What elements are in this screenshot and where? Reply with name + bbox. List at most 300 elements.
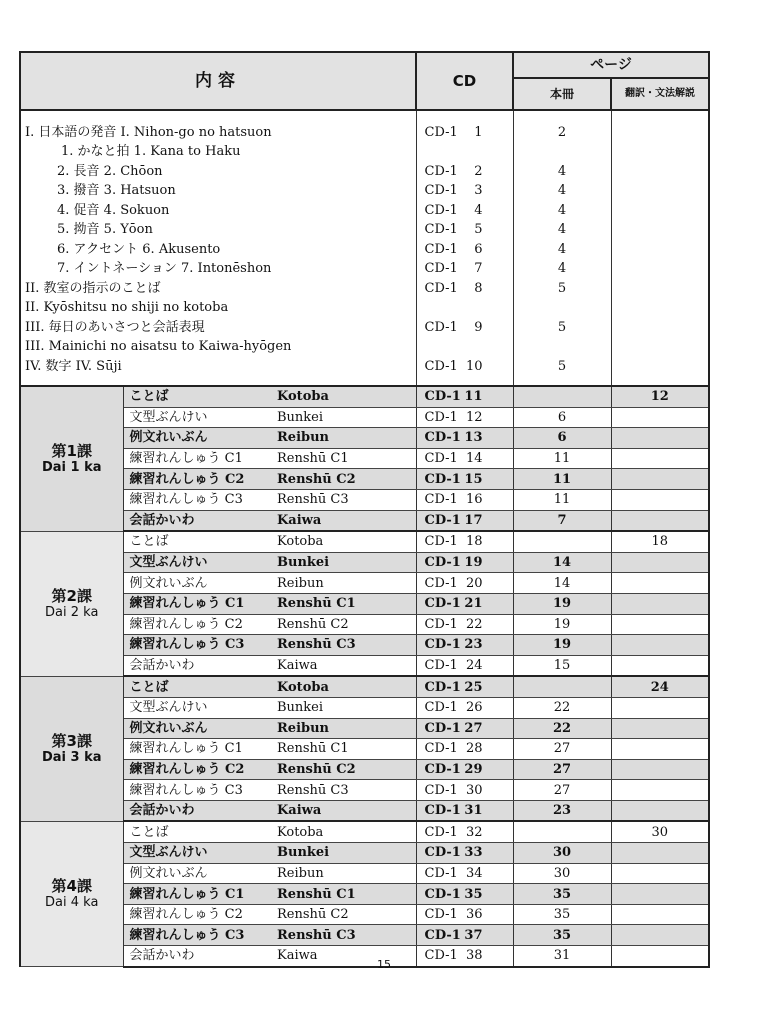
translation-page-empty — [611, 573, 709, 594]
translation-page-empty — [611, 407, 709, 428]
track-number: 21 — [464, 596, 483, 612]
cd-track-cell — [416, 448, 513, 469]
section-name-romaji: Reibun — [271, 863, 416, 884]
translation-page-empty — [611, 843, 709, 864]
cd-label: CD-1 — [424, 948, 458, 964]
intro-contents — [20, 110, 416, 386]
lesson-row — [20, 780, 709, 801]
cd-track-entry — [425, 452, 513, 465]
section-name-jp: 練習れんしゅう C1 — [123, 739, 271, 760]
translation-page-empty — [611, 904, 709, 925]
cd-track-cell — [416, 510, 513, 531]
translation-page-empty — [611, 469, 709, 490]
lesson-row — [20, 614, 709, 635]
intro-item: 6. アクセント 6. Akusento — [57, 241, 221, 257]
lesson-title-romaji: Dai 3 ka — [41, 749, 102, 765]
track-number: 37 — [464, 927, 483, 943]
section-name-jp: 練習れんしゅう C3 — [123, 780, 271, 801]
intro-item: 4. 促音 4. Sokuon — [57, 202, 170, 218]
cd-track-entry — [425, 618, 513, 631]
lesson-row — [20, 489, 709, 510]
track-number: 35 — [464, 886, 483, 902]
track-number: 10 — [465, 358, 483, 374]
section-name-jp: 練習れんしゅう C1 — [123, 593, 271, 614]
section-name-jp: 練習れんしゅう C2 — [123, 614, 271, 635]
cd-track-entry — [425, 577, 513, 590]
track-number: 14 — [465, 451, 483, 467]
section-name-jp: 会話かいわ — [123, 655, 271, 676]
cd-track-entry — [425, 701, 513, 714]
cd-track-cell — [416, 531, 513, 552]
lesson-title-romaji: Dai 2 ka — [45, 604, 99, 620]
translation-page-empty — [611, 428, 709, 449]
cd-track-cell — [416, 428, 513, 449]
intro-page-number: 4 — [557, 241, 567, 257]
section-name-romaji: Renshū C1 — [271, 593, 416, 614]
cd-label: CD-1 — [424, 575, 458, 591]
cd-track-cell — [416, 739, 513, 760]
cd-track-cell — [416, 925, 513, 946]
lesson-title-romaji: Dai 4 ka — [45, 895, 99, 911]
translation-page-empty — [611, 614, 709, 635]
lesson-title — [20, 531, 123, 676]
translation-page-empty — [611, 635, 709, 656]
cd-track-cell — [416, 718, 513, 739]
section-name-romaji: Kotoba — [271, 676, 416, 697]
cd-track-cell — [416, 552, 513, 573]
lesson-title — [20, 676, 123, 821]
cd-label: CD-1 — [424, 183, 458, 198]
intro-cd-entry — [425, 256, 513, 276]
track-number: 4 — [474, 202, 483, 218]
lesson-row — [20, 843, 709, 864]
cd-label: CD-1 — [424, 596, 461, 612]
section-name-jp: 例文れいぶん — [123, 718, 271, 739]
main-book-page: 14 — [513, 552, 611, 573]
cd-track-cell — [416, 863, 513, 884]
cd-track-entry — [425, 742, 513, 755]
translation-page-empty — [611, 593, 709, 614]
lesson-row — [20, 697, 709, 718]
cd-track-cell — [416, 655, 513, 676]
track-number: 23 — [464, 637, 483, 653]
cd-label: CD-1 — [424, 389, 461, 405]
section-name-jp: 練習れんしゅう C3 — [123, 925, 271, 946]
cd-label: CD-1 — [424, 430, 461, 446]
cd-label: CD-1 — [424, 555, 461, 571]
intro-page-number — [514, 139, 611, 159]
cd-label: CD-1 — [424, 280, 458, 296]
cd-track-entry — [425, 431, 513, 444]
main-book-page — [513, 531, 611, 552]
section-name-jp: 練習れんしゅう C2 — [123, 904, 271, 925]
cd-track-cell — [416, 697, 513, 718]
section-name-romaji: Kaiwa — [271, 655, 416, 676]
intro-cd-entry — [425, 197, 513, 217]
track-number: 25 — [464, 679, 483, 695]
cd-track-entry — [425, 411, 513, 424]
main-book-page: 22 — [513, 697, 611, 718]
lesson-row — [20, 904, 709, 925]
track-number: 7 — [474, 261, 483, 276]
lesson-title-jp: 第1課 — [51, 441, 92, 460]
cd-track-entry — [425, 390, 513, 403]
cd-label: CD-1 — [424, 261, 458, 276]
section-name-jp: 練習れんしゅう C1 — [123, 884, 271, 905]
contents-table — [19, 51, 710, 968]
translation-page-empty — [611, 925, 709, 946]
section-name-jp: 練習れんしゅう C2 — [123, 759, 271, 780]
intro-cd-entry — [425, 139, 513, 159]
section-name-romaji: Bunkei — [271, 407, 416, 428]
header-cd: CD — [416, 52, 513, 110]
section-name-romaji: Kotoba — [271, 531, 416, 552]
translation-page-empty — [611, 655, 709, 676]
track-number: 29 — [464, 761, 483, 777]
section-name-romaji: Renshū C1 — [271, 739, 416, 760]
cd-label: CD-1 — [424, 658, 458, 674]
track-number: 8 — [474, 280, 483, 296]
intro-cd-entry — [425, 178, 513, 198]
intro-item: IV. 数字 IV. Sūji — [25, 358, 122, 374]
main-book-page: 15 — [513, 655, 611, 676]
intro-page-number: 5 — [557, 358, 567, 374]
cd-label: CD-1 — [424, 927, 461, 943]
main-book-page: 23 — [513, 800, 611, 821]
main-book-page: 11 — [513, 448, 611, 469]
cd-label: CD-1 — [424, 202, 458, 218]
intro-cd-entry — [425, 275, 513, 295]
track-number: 38 — [465, 948, 483, 964]
section-name-romaji: Renshū C2 — [271, 614, 416, 635]
cd-label: CD-1 — [424, 319, 458, 335]
main-book-page: 35 — [513, 904, 611, 925]
header-main-book: 本冊 — [513, 78, 611, 110]
lesson-title-jp: 第4課 — [51, 877, 92, 896]
intro-item: II. 教室の指示のことば — [25, 280, 161, 296]
translation-page-empty — [611, 759, 709, 780]
lesson-row — [20, 573, 709, 594]
intro-cd-entry — [425, 353, 513, 373]
section-name-romaji: Bunkei — [271, 697, 416, 718]
cd-label: CD-1 — [424, 907, 458, 923]
cd-track-entry — [425, 908, 513, 921]
intro-page-number: 4 — [557, 183, 567, 198]
cd-track-entry — [425, 597, 513, 610]
translation-page-empty — [611, 552, 709, 573]
cd-track-cell — [416, 593, 513, 614]
intro-item: 1. かなと拍 1. Kana to Haku — [61, 144, 241, 159]
cd-label: CD-1 — [424, 471, 461, 487]
track-number: 28 — [465, 741, 483, 757]
intro-item: III. Mainichi no aisatsu to Kaiwa-hyōgen — [25, 339, 292, 354]
lesson-row — [20, 800, 709, 821]
cd-track-entry — [425, 846, 513, 859]
translation-page: 30 — [611, 821, 709, 842]
cd-track-entry — [425, 763, 513, 776]
cd-track-entry — [425, 659, 513, 672]
track-number: 3 — [474, 183, 483, 198]
track-number: 18 — [465, 534, 483, 550]
header-contents: 内容 — [20, 52, 416, 110]
lesson-row — [20, 428, 709, 449]
lesson-row — [20, 635, 709, 656]
translation-page-empty — [611, 863, 709, 884]
section-name-romaji: Renshū C3 — [271, 489, 416, 510]
cd-track-entry — [425, 535, 513, 548]
cd-label: CD-1 — [424, 492, 458, 508]
translation-page: 18 — [611, 531, 709, 552]
track-number: 32 — [465, 824, 483, 840]
lesson-title-jp: 第3課 — [51, 731, 92, 750]
cd-track-cell — [416, 676, 513, 697]
cd-track-entry — [425, 826, 513, 839]
intro-row — [20, 110, 709, 386]
main-book-page: 30 — [513, 843, 611, 864]
track-number: 2 — [474, 163, 483, 179]
cd-label: CD-1 — [424, 409, 458, 425]
track-number: 15 — [464, 471, 483, 487]
cd-track-entry — [425, 784, 513, 797]
lesson-row — [20, 407, 709, 428]
section-name-jp: 文型ぶんけい — [123, 407, 271, 428]
main-book-page: 22 — [513, 718, 611, 739]
cd-track-cell — [416, 469, 513, 490]
main-book-page: 27 — [513, 759, 611, 780]
track-number: 12 — [465, 409, 483, 425]
lesson-title-romaji: Dai 1 ka — [41, 459, 102, 475]
track-number: 22 — [465, 616, 483, 632]
main-book-page: 7 — [513, 510, 611, 531]
main-book-page — [513, 676, 611, 697]
intro-page-number: 4 — [557, 163, 567, 179]
cd-track-cell — [416, 904, 513, 925]
section-name-jp: 練習れんしゅう C3 — [123, 635, 271, 656]
translation-page: 24 — [611, 676, 709, 697]
section-name-jp: 会話かいわ — [123, 800, 271, 821]
lesson-row — [20, 821, 709, 842]
track-number: 5 — [474, 222, 483, 237]
section-name-romaji: Renshū C2 — [271, 469, 416, 490]
translation-page-empty — [611, 510, 709, 531]
section-name-jp: 例文れいぶん — [123, 573, 271, 594]
intro-page-number: 4 — [557, 222, 567, 237]
section-name-romaji: Renshū C1 — [271, 448, 416, 469]
intro-page-number — [514, 334, 611, 354]
section-name-romaji: Kaiwa — [271, 946, 416, 967]
section-name-jp: ことば — [123, 531, 271, 552]
main-book-page: 14 — [513, 573, 611, 594]
track-number: 36 — [465, 907, 483, 923]
section-name-jp: 文型ぶんけい — [123, 843, 271, 864]
lesson-title-jp: 第2課 — [51, 586, 92, 605]
section-name-jp: 文型ぶんけい — [123, 552, 271, 573]
intro-cd-entry — [425, 295, 513, 315]
main-book-page: 11 — [513, 469, 611, 490]
translation-page-empty — [611, 697, 709, 718]
section-name-jp: ことば — [123, 386, 271, 407]
cd-label: CD-1 — [424, 124, 458, 140]
cd-track-entry — [425, 493, 513, 506]
contents-table-wrapper — [19, 51, 708, 964]
cd-label: CD-1 — [424, 741, 458, 757]
cd-track-entry — [425, 473, 513, 486]
main-book-page: 35 — [513, 925, 611, 946]
lesson-row — [20, 676, 709, 697]
section-name-romaji: Reibun — [271, 573, 416, 594]
section-name-romaji: Kaiwa — [271, 800, 416, 821]
lesson-row — [20, 593, 709, 614]
track-number: 27 — [464, 720, 483, 736]
translation-page-empty — [611, 718, 709, 739]
lesson-row — [20, 552, 709, 573]
section-name-romaji: Reibun — [271, 428, 416, 449]
track-number: 20 — [465, 575, 483, 591]
cd-track-entry — [425, 556, 513, 569]
cd-label: CD-1 — [424, 886, 461, 902]
main-book-page: 30 — [513, 863, 611, 884]
section-name-romaji: Kaiwa — [271, 510, 416, 531]
cd-label: CD-1 — [424, 679, 461, 695]
section-name-jp: 会話かいわ — [123, 510, 271, 531]
translation-page-empty — [611, 884, 709, 905]
cd-track-cell — [416, 884, 513, 905]
intro-item: I. 日本語の発音 I. Nihon-go no hatsuon — [25, 124, 272, 140]
cd-track-cell — [416, 573, 513, 594]
intro-cd-entry — [425, 158, 513, 178]
cd-label: CD-1 — [424, 616, 458, 632]
cd-label: CD-1 — [424, 358, 458, 374]
cd-label: CD-1 — [424, 241, 458, 257]
main-book-page: 27 — [513, 739, 611, 760]
lesson-title — [20, 821, 123, 966]
cd-label: CD-1 — [424, 824, 458, 840]
cd-track-cell — [416, 407, 513, 428]
track-number: 11 — [464, 389, 483, 405]
cd-track-cell — [416, 780, 513, 801]
intro-page-number: 4 — [557, 202, 567, 218]
main-book-page — [513, 386, 611, 407]
section-name-romaji: Reibun — [271, 718, 416, 739]
translation-page-empty — [611, 448, 709, 469]
cd-track-entry — [425, 638, 513, 651]
main-book-page — [513, 821, 611, 842]
lesson-row — [20, 469, 709, 490]
section-name-romaji: Renshū C3 — [271, 925, 416, 946]
cd-track-entry — [425, 722, 513, 735]
intro-cd-column — [416, 110, 513, 386]
section-name-jp: ことば — [123, 676, 271, 697]
intro-translation-column — [611, 110, 709, 386]
cd-label: CD-1 — [424, 534, 458, 550]
main-book-page: 11 — [513, 489, 611, 510]
intro-item: 5. 拗音 5. Yōon — [57, 222, 153, 237]
section-name-romaji: Kotoba — [271, 386, 416, 407]
section-name-romaji: Bunkei — [271, 843, 416, 864]
cd-label: CD-1 — [424, 222, 458, 237]
section-name-jp: ことば — [123, 821, 271, 842]
intro-item: 2. 長音 2. Chōon — [57, 163, 163, 179]
intro-item: 3. 撥音 3. Hatsuon — [57, 183, 176, 198]
section-name-jp: 練習れんしゅう C2 — [123, 469, 271, 490]
translation-page-empty — [611, 800, 709, 821]
cd-track-cell — [416, 821, 513, 842]
main-book-page: 19 — [513, 635, 611, 656]
cd-track-cell — [416, 614, 513, 635]
cd-track-entry — [425, 681, 513, 694]
cd-track-cell — [416, 635, 513, 656]
track-number: 30 — [465, 782, 483, 798]
page-number: 15 — [377, 958, 391, 971]
section-name-jp: 会話かいわ — [123, 946, 271, 967]
main-book-page: 31 — [513, 946, 611, 967]
lesson-row — [20, 655, 709, 676]
section-name-romaji: Renshū C3 — [271, 780, 416, 801]
lesson-row — [20, 863, 709, 884]
cd-label: CD-1 — [424, 512, 461, 528]
main-book-page: 19 — [513, 593, 611, 614]
intro-page-number: 5 — [557, 319, 567, 335]
main-book-page: 27 — [513, 780, 611, 801]
intro-cd-entry — [425, 314, 513, 334]
translation-page: 12 — [611, 386, 709, 407]
lesson-row — [20, 448, 709, 469]
table-body — [20, 110, 709, 967]
track-number: 6 — [474, 241, 483, 257]
header-translation: 翻訳・文法解説 — [611, 78, 709, 110]
cd-label: CD-1 — [424, 865, 458, 881]
track-number: 19 — [464, 555, 483, 571]
lesson-row — [20, 531, 709, 552]
cd-track-cell — [416, 843, 513, 864]
cd-label: CD-1 — [424, 700, 458, 716]
track-number: 9 — [474, 319, 483, 335]
cd-track-entry — [425, 888, 513, 901]
section-name-romaji: Renshū C3 — [271, 635, 416, 656]
cd-track-entry — [425, 514, 513, 527]
track-number: 1 — [474, 124, 483, 140]
track-number: 16 — [465, 492, 483, 508]
lesson-row — [20, 718, 709, 739]
lesson-row — [20, 739, 709, 760]
main-book-page: 6 — [513, 407, 611, 428]
cd-label: CD-1 — [424, 163, 458, 179]
main-book-page: 35 — [513, 884, 611, 905]
track-number: 24 — [465, 658, 483, 674]
cd-label: CD-1 — [424, 451, 458, 467]
cd-track-cell — [416, 489, 513, 510]
track-number: 34 — [465, 865, 483, 881]
cd-track-cell — [416, 386, 513, 407]
track-number: 17 — [464, 512, 483, 528]
cd-track-cell — [416, 759, 513, 780]
cd-track-entry — [425, 867, 513, 880]
intro-cd-entry — [425, 334, 513, 354]
cd-track-cell — [416, 800, 513, 821]
lesson-title — [20, 386, 123, 531]
translation-page-empty — [611, 489, 709, 510]
cd-track-entry — [425, 804, 513, 817]
intro-cd-entry — [425, 236, 513, 256]
track-number: 13 — [464, 430, 483, 446]
lesson-row — [20, 884, 709, 905]
section-name-romaji: Bunkei — [271, 552, 416, 573]
cd-track-entry — [425, 929, 513, 942]
intro-page-number: 2 — [557, 124, 567, 140]
intro-page-column — [513, 110, 611, 386]
cd-label: CD-1 — [424, 761, 461, 777]
section-name-romaji: Renshū C2 — [271, 904, 416, 925]
